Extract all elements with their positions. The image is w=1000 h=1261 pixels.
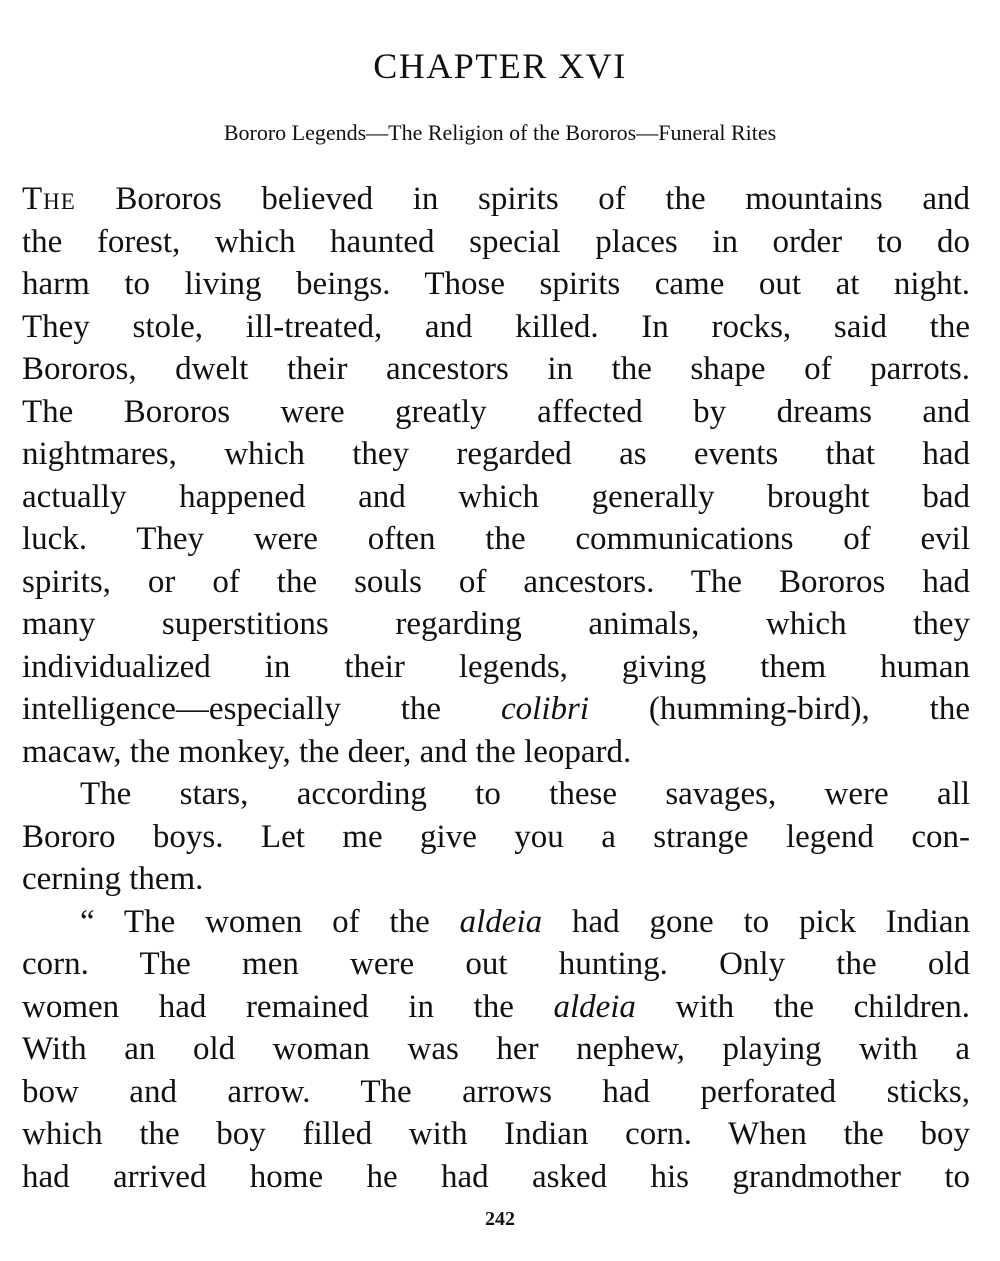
text-line xyxy=(22,221,970,264)
text-line xyxy=(22,986,970,1029)
text-run: corn. The men were out hunting. Only the old xyxy=(22,946,970,982)
text-run: The Bororos were greatly affected by dreams and xyxy=(22,393,970,430)
chapter-subtitle: Bororo Legends—The Religion of the Bororos—Funeral Rites xyxy=(223,120,777,145)
text-run: which the boy filled with Indian corn. When the boy xyxy=(22,1116,970,1152)
text-run: Bororos believed in spirits of the mountains and xyxy=(75,181,970,217)
text-run: spirits, or of the souls of ancestors. The Bororos had xyxy=(22,563,970,600)
text-line xyxy=(22,1113,970,1156)
text-line xyxy=(22,476,970,519)
text-line xyxy=(22,178,970,221)
chapter-title: CHAPTER XVI xyxy=(373,46,627,86)
text-run: harm to living beings. Those spirits came out at night. xyxy=(22,266,970,302)
text-line xyxy=(22,518,970,561)
text-line xyxy=(22,433,970,476)
text-line xyxy=(22,263,970,306)
italic-term: aldeia xyxy=(553,988,636,1025)
text-run: individualized in their legends, giving them human xyxy=(22,648,970,685)
page-number: 242 xyxy=(485,1208,515,1230)
text-run: cerning them. xyxy=(22,861,204,897)
text-run: luck. They were often the communications of evil xyxy=(22,521,970,557)
text-line xyxy=(22,816,970,859)
text-run: They stole, ill-treated, and killed. In rocks, said the xyxy=(22,308,970,345)
text-run: had arrived home he had asked his grandmother to xyxy=(22,1158,970,1195)
italic-term: aldeia xyxy=(459,903,543,940)
text-line xyxy=(22,391,970,434)
text-run: many superstitions regarding animals, which they xyxy=(22,606,970,642)
text-run: The stars, according to these savages, were all xyxy=(80,776,970,812)
text-line xyxy=(22,603,970,646)
text-run: with the children. xyxy=(635,988,971,1025)
text-line xyxy=(22,561,970,604)
text-run: bow and arrow. The arrows had perforated sticks, xyxy=(22,1073,970,1110)
italic-term: colibri xyxy=(501,691,589,727)
text-line xyxy=(22,943,970,986)
text-run: the forest, which haunted special places in order to do xyxy=(22,223,970,260)
text-line xyxy=(22,688,970,731)
text-run: Bororos, dwelt their ancestors in the shape of parrots. xyxy=(22,351,970,387)
text-run: “ The women of the xyxy=(80,903,460,940)
text-run: nightmares, which they regarded as events that had xyxy=(22,436,970,472)
text-run: Bororo boys. Let me give you a strange legend con- xyxy=(22,818,970,855)
text-line xyxy=(22,773,970,816)
text-line xyxy=(22,306,970,349)
text-line xyxy=(22,646,970,689)
text-line xyxy=(22,1156,970,1199)
text-run: actually happened and which generally brought bad xyxy=(22,478,970,515)
text-run: macaw, the monkey, the deer, and the leopard. xyxy=(22,733,632,770)
text-run: (humming-bird), the xyxy=(589,691,971,727)
text-run: With an old woman was her nephew, playing with a xyxy=(22,1031,970,1067)
text-line xyxy=(22,1071,970,1114)
small-caps-opening: The xyxy=(22,181,76,217)
text-line xyxy=(22,901,970,944)
text-run: had gone to pick Indian xyxy=(542,903,970,940)
text-run: intelligence—especially the xyxy=(22,691,501,727)
text-line xyxy=(22,1028,970,1071)
text-run: women had remained in the xyxy=(22,988,554,1025)
text-line xyxy=(22,731,970,774)
text-line xyxy=(22,348,970,391)
body-text xyxy=(22,178,970,1198)
text-line xyxy=(22,858,970,901)
